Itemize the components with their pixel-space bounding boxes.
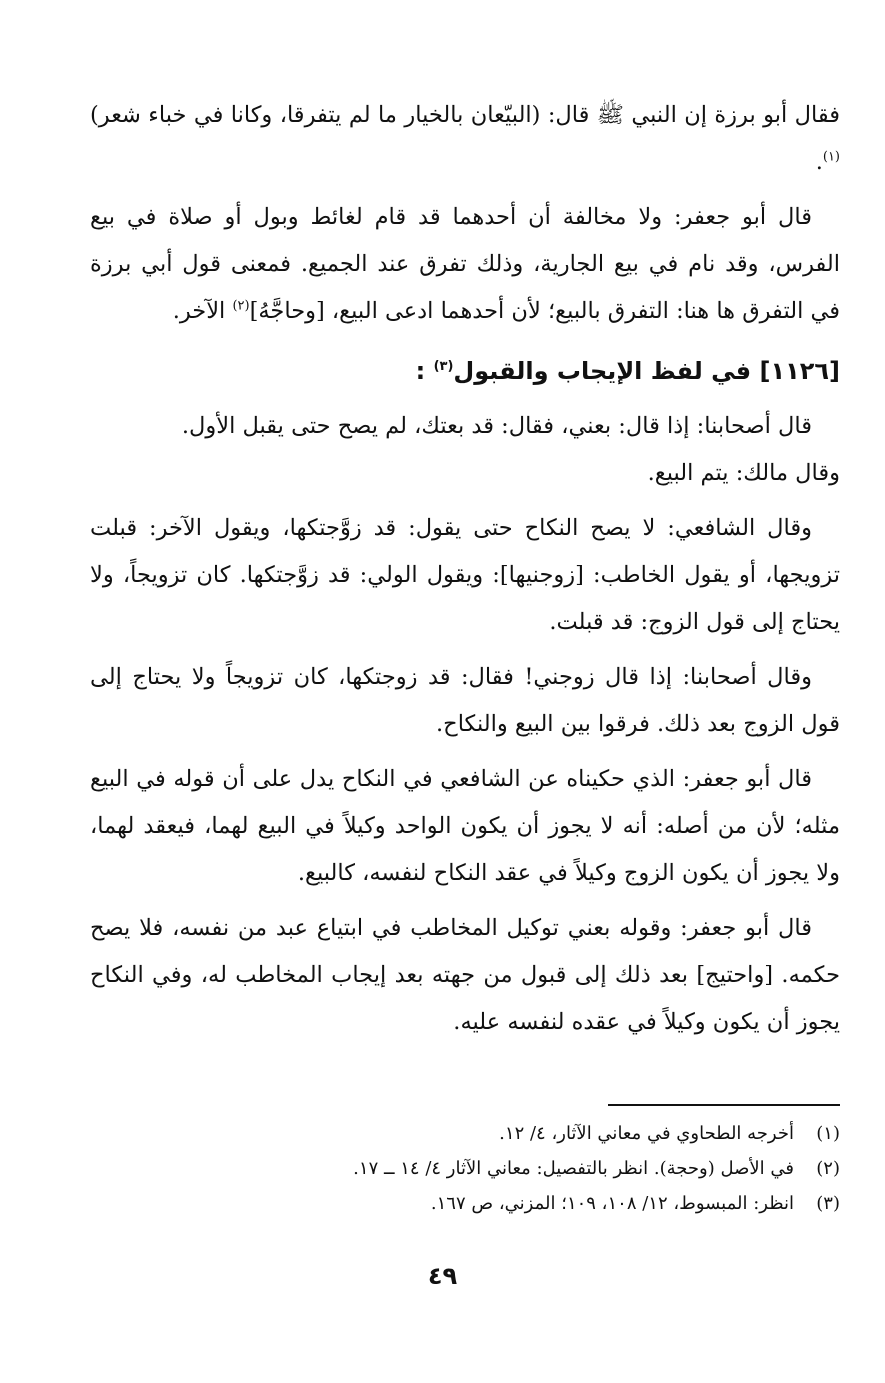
footnote-text: أخرجه الطحاوي في معاني الآثار، ٤/ ١٢. xyxy=(499,1123,794,1144)
footnote-marker-3: (٣) xyxy=(433,359,454,374)
section-number: [١١٢٦] xyxy=(759,357,840,385)
page-number: ٤٩ xyxy=(427,1262,458,1290)
footnote-text: في الأصل (وحجة). انظر بالتفصيل: معاني الآثار ٤/ ١٤ ــ ١٧. xyxy=(353,1158,794,1179)
paragraph-shafii: وقال الشافعي: لا يصح النكاح حتى يقول: قد زوَّجتكها، ويقول الآخر: قبلت تزويجها، أو يقول الخاطب: [زوجنيها]: ويقول الولي: قد زوَّجتكها. كان تزويجاً، ولا يحتاج إلى قول الزوج: قد قبلت. xyxy=(90,515,840,635)
footnote-text: انظر: المبسوط، ١٢/ ١٠٨، ١٠٩؛ المزني، ص ١٦٧. xyxy=(430,1193,794,1214)
paragraph-abu-jafar-3: قال أبو جعفر: وقوله بعني توكيل المخاطب في ابتياع عبد من نفسه، فلا يصح حكمه. [واحتيج] بعد ذلك إلى قبول من جهته بعد إيجاب المخاطب له، وفي النكاح يجوز أن يكون وكيلاً في عقده لنفسه عليه. xyxy=(90,915,840,1035)
paragraph-malik: وقال مالك: يتم البيع. xyxy=(647,460,840,486)
paragraph-ashabuna-1: قال أصحابنا: إذا قال: بعني، فقال: قد بعتك، لم يصح حتى يقبل الأول. xyxy=(181,413,812,439)
section-heading-colon: : xyxy=(415,357,426,385)
footnote-marker-1: (١) xyxy=(822,149,840,165)
section-title: في لفظ الإيجاب والقبول xyxy=(453,357,752,385)
section-heading xyxy=(90,347,840,395)
footnote-number: (٣) xyxy=(816,1193,840,1214)
page-body xyxy=(90,92,840,1046)
paragraph-text: قال أبو جعفر: ولا مخالفة أن أحدهما قد قام لغائط وبول أو صلاة في بيع الفرس، وقد نام في بيع الجارية، وذلك تفرق عند الجميع. فمعنى قول أبي برزة في التفرق ها هنا: التفرق بالبيع؛ لأن أحدهما ادعى البيع، [وحاجَّهُ] xyxy=(90,204,840,324)
footnote-1 xyxy=(90,1116,840,1151)
paragraph-abu-jafar-2: قال أبو جعفر: الذي حكيناه عن الشافعي في النكاح يدل على أن قوله في البيع مثله؛ لأن من أصله: أنه لا يجوز أن يكون الواحد وكيلاً في البيع لهما، فيعقد لهما، ولا يجوز أن يكون الزوج وكيلاً في عقد النكاح لنفسه، كالبيع. xyxy=(90,766,840,886)
paragraph-ashabuna-2: وقال أصحابنا: إذا قال زوجني! فقال: قد زوجتكها، كان تزويجاً ولا يحتاج إلى قول الزوج بعد ذلك. فرقوا بين البيع والنكاح. xyxy=(90,664,840,737)
footnotes xyxy=(90,1104,840,1221)
footnote-marker-2: (٢) xyxy=(232,298,250,314)
paragraph-text: فقال أبو برزة إن النبي ﷺ قال: (البيّعان بالخيار ما لم يتفرقا، وكانا في خباء شعر) xyxy=(90,102,840,128)
footnote-3 xyxy=(90,1186,840,1221)
paragraph-abu-barza xyxy=(90,92,840,186)
footnote-separator xyxy=(608,1104,840,1106)
footnote-2 xyxy=(90,1151,840,1186)
paragraph-tail: الآخر. xyxy=(172,298,233,324)
footnote-number: (٢) xyxy=(816,1158,840,1179)
footnote-number: (١) xyxy=(816,1123,840,1144)
paragraph-tail: . xyxy=(815,149,823,175)
paragraph-abu-jafar-1 xyxy=(90,194,840,335)
